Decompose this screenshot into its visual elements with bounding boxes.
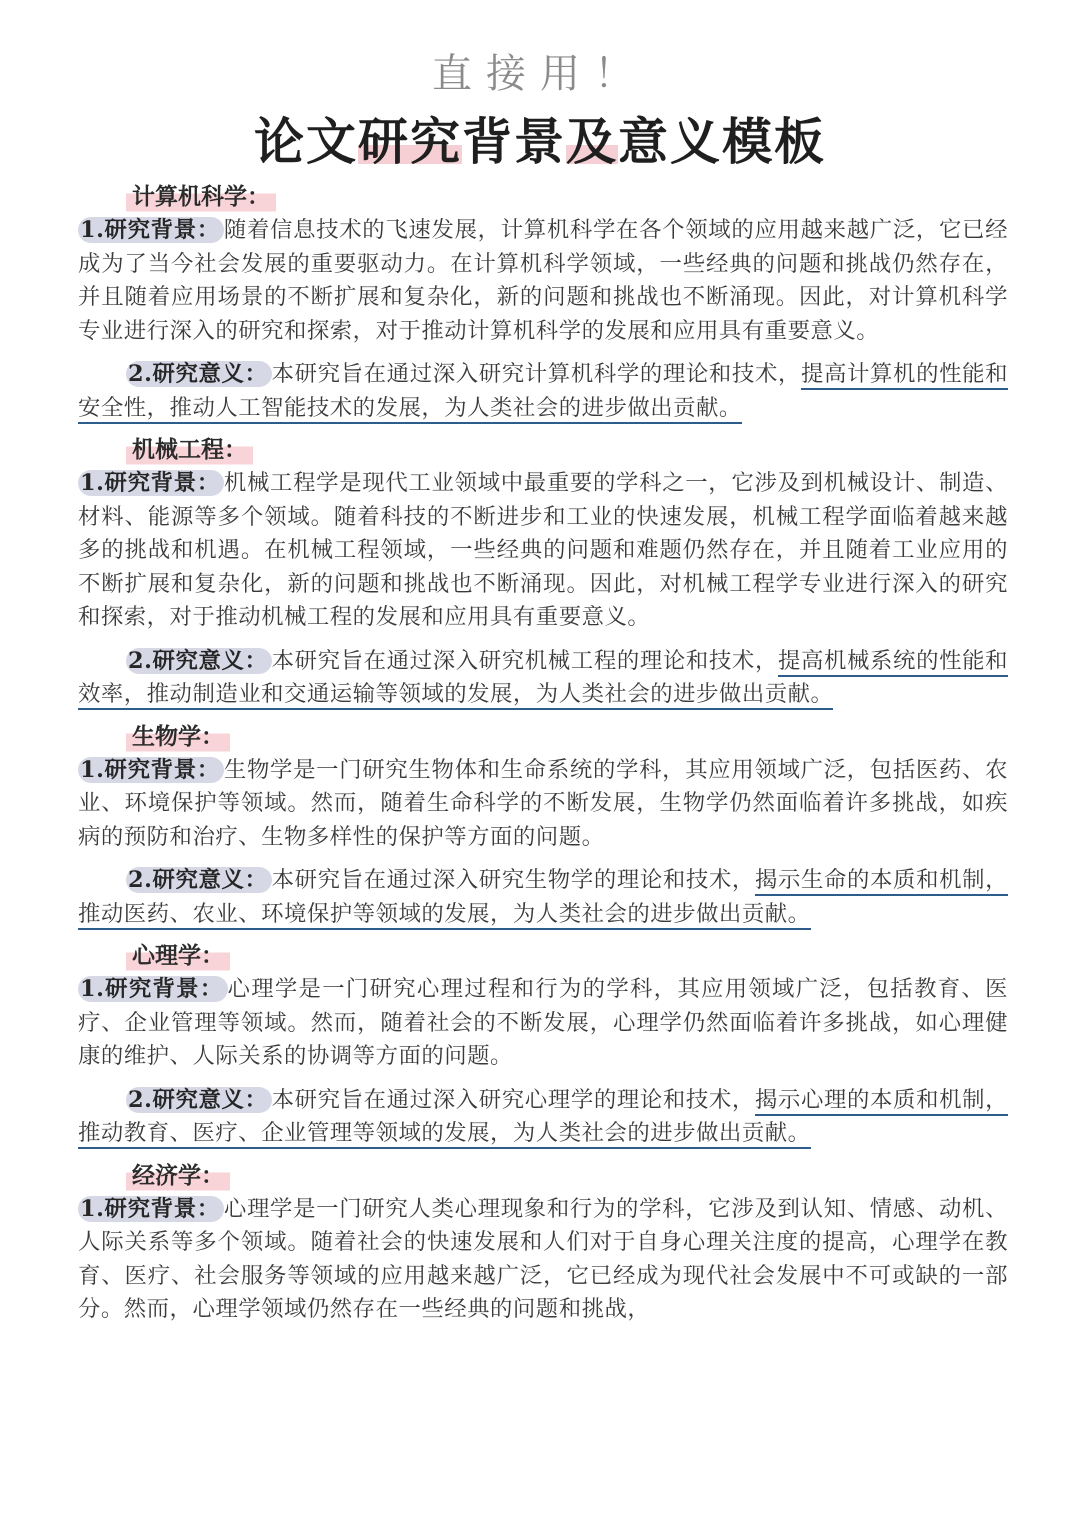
document-body — [78, 180, 1008, 1337]
significance-paragraph — [78, 358, 1008, 425]
title-highlight: 研究 — [358, 113, 462, 171]
background-label: 1.研究背景： — [78, 1196, 224, 1222]
section-heading: 计算机科学： — [126, 180, 276, 214]
title-part: 背景 — [462, 113, 566, 171]
handwritten-note: 直接用！ — [432, 51, 648, 97]
section-mechanical-engineering — [78, 433, 1008, 712]
background-label: 1.研究背景： — [78, 217, 224, 243]
significance-underlined-text: 揭示生命的本质和机制，推动医药、农业、环境保护等领域的发展，为人类社会的进步做出贡献。 — [78, 867, 1008, 930]
significance-label: 2.研究意义： — [126, 361, 272, 387]
background-paragraph — [78, 214, 1008, 348]
significance-text: 本研究旨在通过深入研究生物学的理论和技术， — [271, 867, 755, 893]
section-heading: 经济学： — [126, 1159, 230, 1193]
background-paragraph — [78, 1193, 1008, 1327]
significance-underlined-text: 提高计算机的性能和安全性，推动人工智能技术的发展，为人类社会的进步做出贡献。 — [78, 361, 1008, 424]
background-label: 1.研究背景： — [78, 757, 224, 783]
significance-label: 2.研究意义： — [126, 1087, 272, 1113]
section-computer-science — [78, 180, 1008, 425]
significance-text: 本研究旨在通过深入研究机械工程的理论和技术， — [271, 647, 778, 674]
title-highlight: 及 — [566, 113, 618, 171]
background-text: 心理学是一门研究心理过程和行为的学科，其应用领域广泛，包括教育、医疗、企业管理等领域。然而，随着社会的不断发展，心理学仍然面临着许多挑战，如心理健康的维护、人际关系的协调等方面的问题。 — [78, 976, 1009, 1069]
significance-paragraph — [78, 1084, 1008, 1151]
section-economics — [78, 1159, 1008, 1327]
title-part: 论文 — [254, 113, 358, 171]
significance-text: 本研究旨在通过深入研究计算机科学的理论和技术， — [271, 361, 801, 387]
significance-paragraph — [78, 645, 1008, 712]
section-psychology — [78, 939, 1008, 1151]
significance-underlined-text: 揭示心理的本质和机制，推动教育、医疗、企业管理等领域的发展，为人类社会的进步做出贡献。 — [78, 1087, 1008, 1150]
background-text: 机械工程学是现代工业领域中最重要的学科之一，它涉及到机械设计、制造、材料、能源等多个领域。随着科技的不断进步和工业的快速发展，机械工程学面临着越来越多的挑战和机遇。在机械工程领域，一些经典的问题和难题仍然存在，并且随着工业应用的不断扩展和复杂化，新的问题和挑战也不断涌现。因此，对机械工程学专业进行深入的研究和探索，对于推动机械工程的发展和应用具有重要意义。 — [78, 470, 1009, 630]
significance-label: 2.研究意义： — [126, 867, 272, 893]
background-text: 生物学是一门研究生物体和生命系统的学科，其应用领域广泛，包括医药、农业、环境保护等领域。然而，随着生命科学的不断发展，生物学仍然面临着许多挑战，如疾病的预防和治疗、生物多样性的保护等方面的问题。 — [78, 756, 1009, 850]
section-heading: 机械工程： — [126, 433, 253, 467]
background-paragraph — [78, 467, 1008, 635]
significance-underlined-text: 提高机械系统的性能和效率，推动制造业和交通运输等领域的发展，为人类社会的进步做出贡献。 — [78, 648, 1008, 711]
background-paragraph — [78, 754, 1008, 855]
page-title — [0, 102, 1080, 174]
section-heading: 心理学： — [126, 939, 230, 973]
background-text: 心理学是一门研究人类心理现象和行为的学科，它涉及到认知、情感、动机、人际关系等多个领域。随着社会的快速发展和人们对于自身心理关注度的提高，心理学在教育、医疗、社会服务等领域的应用越来越广泛，它已经成为现代社会发展中不可或缺的一部分。然而，心理学领域仍然存在一些经典的问题和挑战， — [78, 1195, 1009, 1322]
title-part: 意义模板 — [618, 113, 826, 171]
significance-label: 2.研究意义： — [126, 648, 272, 674]
background-paragraph — [78, 973, 1008, 1074]
background-label: 1.研究背景： — [78, 976, 228, 1002]
background-text: 随着信息技术的飞速发展，计算机科学在各个领域的应用越来越广泛，它已经成为了当今社会发展的重要驱动力。在计算机科学领域，一些经典的问题和挑战仍然存在，并且随着应用场景的不断扩展和复杂化，新的问题和挑战也不断涌现。因此，对计算机科学专业进行深入的研究和探索，对于推动计算机科学的发展和应用具有重要意义。 — [78, 217, 1009, 344]
section-biology — [78, 720, 1008, 932]
background-label: 1.研究背景： — [78, 470, 224, 496]
section-heading: 生物学： — [126, 720, 230, 754]
significance-paragraph — [78, 864, 1008, 931]
significance-text: 本研究旨在通过深入研究心理学的理论和技术， — [271, 1086, 755, 1113]
